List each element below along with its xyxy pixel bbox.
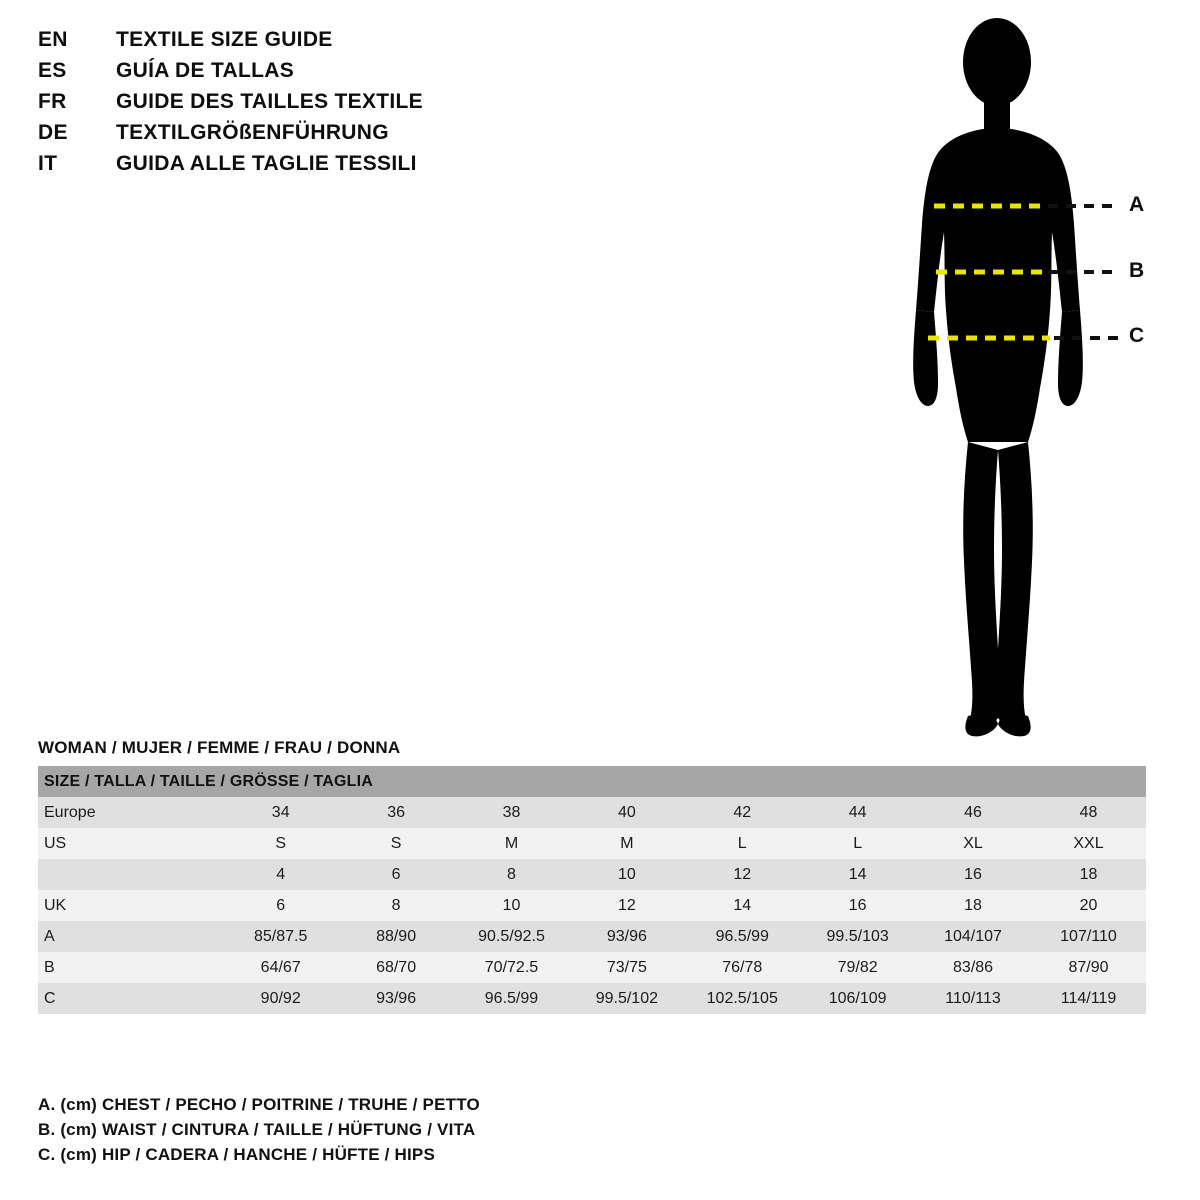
cell: 16 [800,890,915,921]
size-table-section [38,738,1162,1014]
title-row [38,90,738,121]
cell: 104/107 [915,921,1030,952]
cell: 87/90 [1031,952,1147,983]
cell: 10 [454,890,569,921]
cell: XL [915,828,1030,859]
cell: 48 [1031,797,1147,828]
cell: 70/72.5 [454,952,569,983]
cell: 14 [685,890,800,921]
table-header-row [38,766,1146,797]
note-waist: B. (cm) WAIST / CINTURA / TAILLE / HÜFTUNG / VITA [38,1120,476,1140]
cell: 8 [338,890,453,921]
note-chest: A. (cm) CHEST / PECHO / POITRINE / TRUHE / PETTO [38,1095,480,1114]
cell: 16 [915,859,1030,890]
row-label: C [38,983,223,1014]
table-row [38,797,1146,828]
cell: 36 [338,797,453,828]
title-row [38,28,738,59]
cell: 93/96 [338,983,453,1014]
cell: 114/119 [1031,983,1147,1014]
cell: 96.5/99 [685,921,800,952]
table-header-label: SIZE / TALLA / TAILLE / GRÖSSE / TAGLIA [38,766,1146,797]
cell: 38 [454,797,569,828]
cell: 99.5/103 [800,921,915,952]
row-label: Europe [38,797,223,828]
cell: S [338,828,453,859]
cell: 12 [685,859,800,890]
cell: L [685,828,800,859]
cell: 106/109 [800,983,915,1014]
cell: 83/86 [915,952,1030,983]
cell: 90.5/92.5 [454,921,569,952]
title-text: GUIDE DES TAILLES TEXTILE [116,90,423,113]
cell: 20 [1031,890,1147,921]
cell: 107/110 [1031,921,1147,952]
cell: 46 [915,797,1030,828]
cell: S [223,828,338,859]
row-label: B [38,952,223,983]
body-silhouette-shape [913,18,1083,736]
cell: 6 [223,890,338,921]
cell: L [800,828,915,859]
size-table [38,766,1146,1014]
row-label [38,859,223,890]
measure-label-b: B [1129,259,1145,282]
cell: 18 [915,890,1030,921]
title-lang-code: ES [38,59,67,82]
title-lang-code: DE [38,121,68,144]
table-row [38,828,1146,859]
title-row [38,152,738,183]
cell: 68/70 [338,952,453,983]
cell: 10 [569,859,684,890]
table-row [38,921,1146,952]
section-title: WOMAN / MUJER / FEMME / FRAU / DONNA [38,738,401,757]
title-row [38,59,738,90]
cell: 18 [1031,859,1147,890]
cell: 34 [223,797,338,828]
table-row [38,890,1146,921]
table-row [38,952,1146,983]
title-text: GUÍA DE TALLAS [116,59,295,82]
cell: 4 [223,859,338,890]
cell: 6 [338,859,453,890]
title-lang-code: EN [38,28,68,51]
cell: 76/78 [685,952,800,983]
cell: 64/67 [223,952,338,983]
table-row [38,983,1146,1014]
cell: 14 [800,859,915,890]
cell: XXL [1031,828,1147,859]
cell: 8 [454,859,569,890]
female-silhouette-figure [860,10,1190,750]
measure-label-a: A [1129,193,1145,216]
cell: 40 [569,797,684,828]
cell: 93/96 [569,921,684,952]
cell: 73/75 [569,952,684,983]
cell: 110/113 [915,983,1030,1014]
title-block [38,28,738,183]
cell: 88/90 [338,921,453,952]
row-label: US [38,828,223,859]
title-text: TEXTILGRÖßENFÜHRUNG [116,121,389,144]
row-label: UK [38,890,223,921]
title-text: GUIDA ALLE TAGLIE TESSILI [116,152,417,175]
note-hip: C. (cm) HIP / CADERA / HANCHE / HÜFTE / HIPS [38,1145,436,1165]
title-text: TEXTILE SIZE GUIDE [116,28,333,51]
table-row [38,859,1146,890]
measure-label-c: C [1129,324,1145,347]
title-lang-code: IT [38,152,58,175]
measurement-notes [38,1092,938,1167]
cell: 90/92 [223,983,338,1014]
cell: 44 [800,797,915,828]
cell: 12 [569,890,684,921]
cell: 42 [685,797,800,828]
cell: M [454,828,569,859]
cell: M [569,828,684,859]
row-label: A [38,921,223,952]
title-lang-code: FR [38,90,67,113]
cell: 99.5/102 [569,983,684,1014]
cell: 102.5/105 [685,983,800,1014]
cell: 96.5/99 [454,983,569,1014]
cell: 79/82 [800,952,915,983]
title-row [38,121,738,152]
cell: 85/87.5 [223,921,338,952]
